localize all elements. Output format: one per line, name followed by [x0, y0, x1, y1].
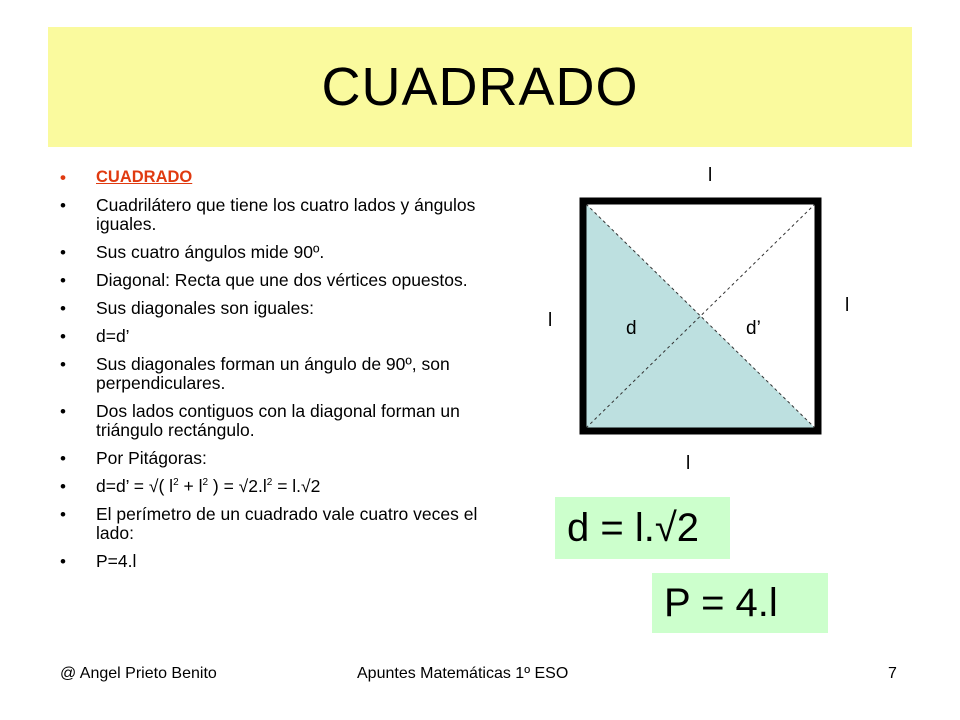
bullet-item — [58, 243, 503, 262]
slide-title: CUADRADO — [321, 57, 639, 117]
formula-part: = l.√2 — [272, 476, 321, 496]
bullet-item — [58, 449, 503, 468]
bullet-text: CUADRADO — [96, 168, 193, 186]
bullet-dot: • — [60, 168, 66, 187]
title-bar — [48, 27, 912, 147]
bullet-text: El perímetro de un cuadrado vale cuatro veces el lado: — [96, 504, 478, 543]
bullet-dot: • — [60, 552, 66, 571]
footer-page-number: 7 — [888, 665, 897, 682]
side-label-right: l — [845, 295, 850, 316]
bullet-text: Dos lados contiguos con la diagonal forman un triángulo rectángulo. — [96, 401, 460, 440]
side-label-top: l — [708, 165, 713, 186]
square-figure — [540, 160, 860, 480]
formula-part: ) = √2.l — [208, 476, 267, 496]
bullet-text: P=4.l — [96, 551, 137, 571]
bullet-text: Sus cuatro ángulos mide 90º. — [96, 242, 325, 262]
bullet-item — [58, 355, 503, 393]
bullet-dot: • — [60, 196, 66, 215]
bullet-text: Sus diagonales son iguales: — [96, 298, 314, 318]
perimeter-formula: P = 4.l — [664, 580, 778, 625]
bullet-item — [58, 327, 503, 346]
bullet-dot: • — [60, 327, 66, 346]
bullet-item — [58, 271, 503, 290]
bullet-dot: • — [60, 449, 66, 468]
footer-author: @ Angel Prieto Benito — [60, 665, 217, 682]
bullet-text: Por Pitágoras: — [96, 448, 207, 468]
bullet-dot: • — [60, 355, 66, 374]
bullet-item — [58, 505, 503, 543]
bullet-list — [58, 168, 503, 580]
bullet-item — [58, 552, 503, 571]
side-label-bottom: l — [686, 453, 691, 474]
bullet-item — [58, 402, 503, 440]
footer-course: Apuntes Matemáticas 1º ESO — [357, 665, 569, 682]
bullet-dot: • — [60, 299, 66, 318]
square-diagram — [540, 160, 860, 485]
bullet-text: Cuadrilátero que tiene los cuatro lados y ángulos iguales. — [96, 195, 476, 234]
bullet-text: Sus diagonales forman un ángulo de 90º, son perpendiculares. — [96, 354, 450, 393]
diagonal-label-d-prime: d’ — [746, 318, 761, 339]
exponent: 2 — [173, 477, 179, 489]
bullet-text: d=d’ — [96, 326, 130, 346]
bullet-dot: • — [60, 477, 66, 496]
formula-part: d=d’ = √( l — [96, 476, 174, 496]
bullet-dot: • — [60, 271, 66, 290]
bullet-item — [58, 299, 503, 318]
bullet-dot: • — [60, 505, 66, 524]
bullet-item-pythagoras-formula — [58, 477, 503, 496]
diagonal-formula-box — [555, 497, 730, 559]
bullet-dot: • — [60, 402, 66, 421]
bullet-text: Diagonal: Recta que une dos vértices opuestos. — [96, 270, 468, 290]
side-label-left: l — [548, 310, 553, 331]
bullet-item-heading — [58, 168, 503, 187]
bullet-item — [58, 196, 503, 234]
perimeter-formula-box — [652, 573, 828, 633]
exponent: 2 — [266, 477, 273, 489]
formula-part: + l — [178, 476, 203, 496]
diagonal-formula: d = l.√2 — [567, 505, 700, 550]
exponent: 2 — [202, 477, 209, 489]
diagonal-label-d: d — [626, 318, 637, 339]
bullet-dot: • — [60, 243, 66, 262]
